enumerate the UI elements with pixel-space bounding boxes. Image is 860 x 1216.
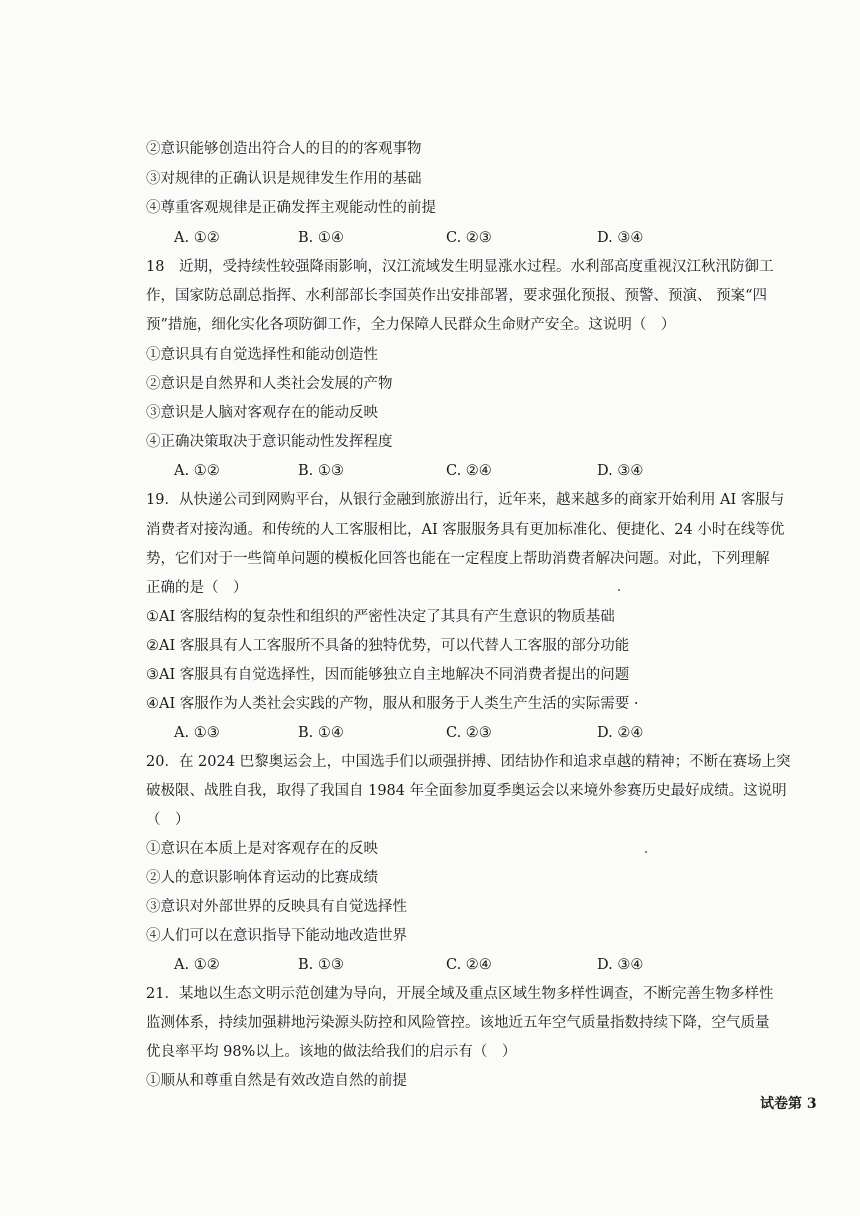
q20-stem-line-1: 20．在 2024 巴黎奥运会上，中国选手们以顽强拼搏、团结协作和追求卓越的精神；不断在赛场上突 [146, 754, 791, 770]
scan-speck [645, 851, 647, 853]
q19-stem-line-2: 消费者对接沟通。和传统的人工客服相比，AI 客服服务具有更加标准化、便捷化、24 小时在线等优 [146, 522, 785, 538]
q18-stem-line-3: 预”措施，细化实化各项防御工作，全力保障人民群众生命财产安全。这说明（ ） [146, 317, 676, 333]
q20-stem-line-2: 破极限、战胜自我，取得了我国自 1984 年全面参加夏季奥运会以来境外参赛历史最好成绩。这说明 [146, 783, 787, 799]
q19-option-c: C. ②③ [446, 725, 492, 741]
q17-option-a: A. ①② [174, 230, 220, 246]
q17-item-2: ②意识能够创造出符合人的目的的客观事物 [146, 141, 422, 157]
q18-option-a: A. ①② [174, 463, 220, 479]
q19-option-b: B. ①④ [298, 725, 344, 741]
q17-option-b: B. ①④ [298, 230, 344, 246]
q19-stem-line-3: 势，它们对于一些简单问题的模板化回答也能在一定程度上帮助消费者解决问题。对此，下列理解 [146, 551, 770, 567]
q20-option-c: C. ②④ [446, 957, 492, 973]
q17-option-d: D. ③④ [597, 230, 644, 246]
q20-item-1: ①意识在本质上是对客观存在的反映 [146, 841, 378, 857]
q19-stem-line-4: 正确的是（ ） [146, 580, 248, 596]
q20-item-4: ④人们可以在意识指导下能动地改造世界 [146, 928, 407, 944]
q17-item-4: ④尊重客观规律是正确发挥主观能动性的前提 [146, 200, 436, 216]
q18-item-1: ①意识具有自觉选择性和能动创造性 [146, 347, 378, 363]
q20-item-3: ③意识对外部世界的反映具有自觉选择性 [146, 899, 407, 915]
q17-option-c: C. ②③ [446, 230, 492, 246]
q19-item-1: ①AI 客服结构的复杂性和组织的严密性决定了其具有产生意识的物质基础 [146, 609, 615, 625]
q21-stem-line-1: 21．某地以生态文明示范创建为导向，开展全域及重点区域生物多样性调查，不断完善生物多样性 [146, 986, 774, 1002]
q20-option-b: B. ①③ [298, 957, 344, 973]
q19-option-d: D. ②④ [597, 725, 644, 741]
q18-stem-line-2: 作，国家防总副总指挥、水利部部长李国英作出安排部署，要求强化预报、预警、预演、 预案“四 [146, 288, 768, 304]
q20-option-d: D. ③④ [597, 957, 644, 973]
q19-stem-line-1: 19．从快递公司到网购平台，从银行金融到旅游出行，近年来，越来越多的商家开始利用 AI 客服与 [146, 492, 785, 508]
q18-option-c: C. ②④ [446, 463, 492, 479]
q21-stem-line-2: 监测体系，持续加强耕地污染源头防控和风险管控。该地近五年空气质量指数持续下降，空气质量 [146, 1015, 770, 1031]
q21-item-1: ①顺从和尊重自然是有效改造自然的前提 [146, 1073, 407, 1089]
q18-item-4: ④正确决策取决于意识能动性发挥程度 [146, 434, 393, 450]
q18-option-b: B. ①③ [298, 463, 344, 479]
page-number-label: 试卷第 3 [760, 1096, 817, 1112]
q18-option-d: D. ③④ [597, 463, 644, 479]
q18-item-3: ③意识是人脑对客观存在的能动反映 [146, 405, 378, 421]
q18-item-2: ②意识是自然界和人类社会发展的产物 [146, 376, 393, 392]
q19-item-3: ③AI 客服具有自觉选择性，因而能够独立自主地解决不同消费者提出的问题 [146, 667, 630, 683]
q19-option-a: A. ①③ [174, 725, 220, 741]
scan-speck [618, 589, 620, 591]
q21-stem-line-3: 优良率平均 98%以上。该地的做法给我们的启示有（ ） [146, 1044, 517, 1060]
q19-item-2: ②AI 客服具有人工客服所不具备的独特优势，可以代替人工客服的部分功能 [146, 638, 630, 654]
q20-stem-line-3: （ ） [146, 812, 190, 828]
q20-option-a: A. ①② [174, 957, 220, 973]
q20-item-2: ②人的意识影响体育运动的比赛成绩 [146, 870, 378, 886]
q18-stem-line-1: 18 近期，受持续性较强降雨影响，汉江流域发生明显涨水过程。水利部高度重视汉江秋汛防御工 [146, 259, 774, 275]
q19-item-4: ④AI 客服作为人类社会实践的产物，服从和服务于人类生产生活的实际需要 · [146, 696, 639, 712]
q17-item-3: ③对规律的正确认识是规律发生作用的基础 [146, 171, 422, 187]
